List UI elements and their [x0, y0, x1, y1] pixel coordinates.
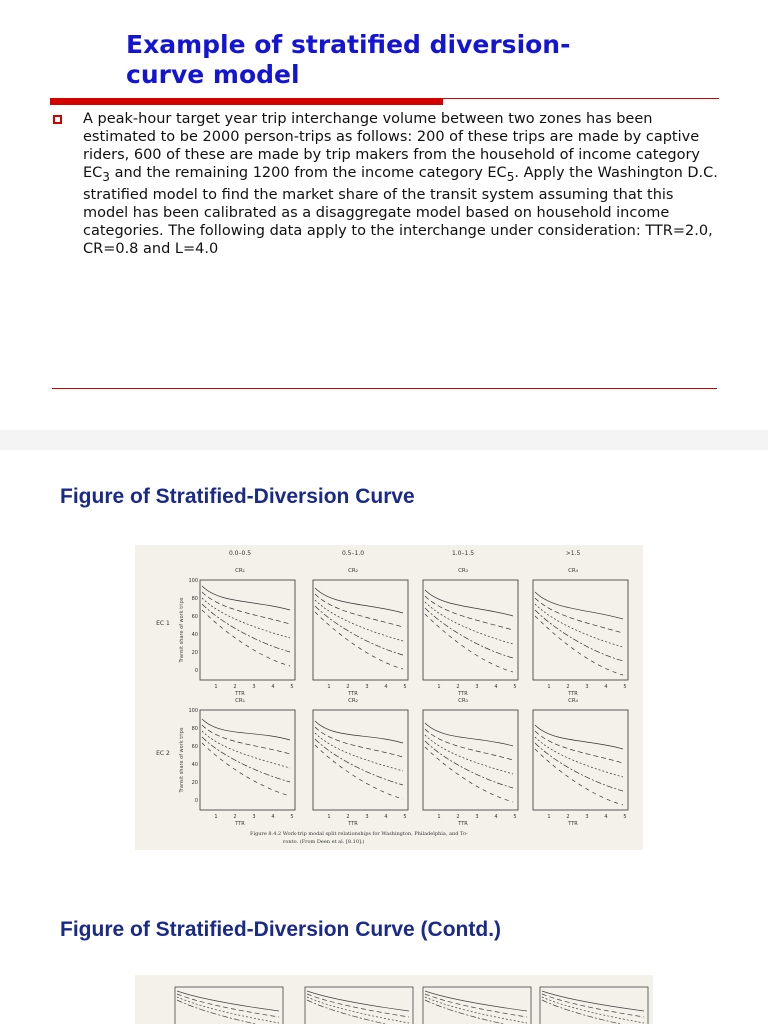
diversion-curve — [202, 731, 290, 768]
x-tick-label: 4 — [494, 684, 498, 690]
x-tick-label: 1 — [437, 814, 441, 820]
x-tick-label: 5 — [623, 814, 627, 820]
diversion-curve — [425, 991, 527, 1011]
x-tick-label: 3 — [585, 814, 589, 820]
figure-1-heading: Figure of Stratified-Diversion Curve — [60, 485, 415, 508]
x-tick-label: 2 — [346, 814, 350, 820]
x-tick-label: 1 — [327, 814, 331, 820]
y-tick-label: 100 — [188, 578, 198, 584]
diversion-curve — [315, 745, 403, 799]
x-tick-label: 5 — [290, 684, 294, 690]
x-tick-label: 3 — [252, 814, 256, 820]
y-tick-label: 0 — [194, 798, 198, 804]
diversion-curve — [425, 729, 513, 760]
panel-frame — [423, 710, 518, 810]
cr-range-label: 0.0–0.5 — [228, 550, 252, 557]
x-tick-label: 2 — [346, 684, 350, 690]
diversion-curve — [202, 610, 290, 666]
y-tick-label: 80 — [191, 596, 198, 602]
y-axis-label: Transit share of work trips — [179, 727, 185, 793]
cr-range-label: 1.0–1.5 — [451, 550, 475, 557]
slide-bottom-rule — [52, 388, 717, 389]
cr-panel-label: CR₃ — [458, 568, 468, 574]
x-tick-label: 2 — [233, 684, 237, 690]
x-axis-label: TTR — [235, 821, 245, 827]
cr-panel-label: CR₄ — [568, 698, 578, 704]
cr-range-label: 0.5–1.0 — [341, 550, 365, 557]
x-tick-label: 2 — [566, 684, 570, 690]
diversion-curve — [202, 592, 290, 624]
y-tick-label: 0 — [194, 668, 198, 674]
diversion-curve — [307, 997, 409, 1023]
diversion-curve — [177, 994, 279, 1017]
diversion-curve — [535, 604, 623, 647]
panel-frame — [423, 987, 531, 1024]
income-category-label: EC 2 — [156, 750, 170, 757]
x-tick-label: 5 — [403, 814, 407, 820]
diversion-curve — [535, 749, 623, 805]
cr-panel-label: CR₄ — [568, 568, 578, 574]
x-tick-label: 1 — [547, 684, 551, 690]
y-tick-label: 20 — [191, 650, 198, 656]
diversion-curve — [425, 602, 513, 644]
diversion-curve — [177, 991, 279, 1011]
figure-2-heading: Figure of Stratified-Diversion Curve (Contd.) — [60, 918, 502, 941]
panel-frame — [533, 580, 628, 680]
x-tick-label: 1 — [437, 684, 441, 690]
slide-separator — [0, 430, 768, 450]
cr-panel-label: CR₁ — [235, 698, 245, 704]
panel-frame — [175, 987, 283, 1024]
x-tick-label: 5 — [403, 684, 407, 690]
diversion-curve — [315, 600, 403, 641]
subscript-5: 5 — [506, 169, 515, 184]
slide-title — [126, 30, 686, 90]
y-tick-label: 80 — [191, 726, 198, 732]
diversion-curve — [315, 612, 403, 669]
title-line-1: Example of stratified diversion- — [126, 30, 571, 59]
x-tick-label: 4 — [494, 814, 498, 820]
panel-frame — [313, 710, 408, 810]
x-axis-label: TTR — [568, 691, 578, 697]
diversion-curve — [425, 994, 527, 1017]
figure-2-image — [135, 975, 653, 1024]
diversion-curve — [315, 733, 403, 771]
diversion-curve — [315, 727, 403, 757]
y-tick-label: 100 — [188, 708, 198, 714]
x-axis-label: TTR — [235, 691, 245, 697]
diversion-curve — [542, 994, 644, 1017]
x-tick-label: 1 — [327, 684, 331, 690]
x-tick-label: 2 — [566, 814, 570, 820]
diversion-curve — [425, 735, 513, 774]
diversion-curve — [535, 731, 623, 763]
y-tick-label: 60 — [191, 614, 198, 620]
panel-frame — [540, 987, 648, 1024]
x-tick-label: 4 — [384, 814, 388, 820]
diversion-curve — [202, 719, 290, 740]
y-tick-label: 40 — [191, 762, 198, 768]
x-tick-label: 1 — [214, 684, 218, 690]
title-underline-thick — [50, 98, 443, 105]
x-axis-label: TTR — [568, 821, 578, 827]
x-tick-label: 5 — [623, 684, 627, 690]
x-tick-label: 3 — [585, 684, 589, 690]
diversion-curve — [307, 991, 409, 1011]
x-tick-label: 4 — [384, 684, 388, 690]
diversion-curve — [202, 598, 290, 638]
figure-caption-line-2: ronto. (From Deen et al. [8.10].) — [283, 839, 365, 845]
diversion-curve — [425, 614, 513, 672]
x-tick-label: 4 — [604, 814, 608, 820]
diversion-curve — [425, 997, 527, 1023]
x-tick-label: 5 — [290, 814, 294, 820]
diversion-curve — [535, 616, 623, 675]
diversion-curve — [542, 997, 644, 1023]
problem-statement — [83, 110, 723, 258]
panel-frame — [200, 710, 295, 810]
cr-panel-label: CR₃ — [458, 698, 468, 704]
panel-frame — [423, 580, 518, 680]
x-tick-label: 3 — [252, 684, 256, 690]
diversion-curve — [202, 725, 290, 754]
x-tick-label: 2 — [456, 814, 460, 820]
slide-1 — [0, 0, 768, 430]
x-tick-label: 2 — [233, 814, 237, 820]
figure-1-image — [135, 545, 643, 850]
diversion-curve — [535, 737, 623, 777]
y-tick-label: 40 — [191, 632, 198, 638]
x-tick-label: 4 — [271, 684, 275, 690]
figure-caption-line-1: Figure 8.4.2 Work-trip modal split relationships for Washington, Philadelphia, and To- — [250, 831, 468, 837]
subscript-3: 3 — [102, 169, 110, 184]
diversion-curve — [542, 991, 644, 1011]
problem-text-part-3: . Apply the Washington D.C. stratified model to find the market share of the transit system assuming that this model has been calibrated as a disaggregate model based on household income categories. The following data apply to the interchange under consideration: TTR=2.0, CR=0.8 and L=4.0 — [83, 165, 718, 257]
x-tick-label: 5 — [513, 814, 517, 820]
diversion-curve — [425, 590, 513, 616]
panel-frame — [305, 987, 413, 1024]
x-tick-label: 3 — [365, 684, 369, 690]
x-axis-label: TTR — [348, 821, 358, 827]
x-tick-label: 3 — [365, 814, 369, 820]
diversion-curve — [177, 997, 279, 1023]
bullet-square-icon — [53, 115, 62, 124]
income-category-label: EC 1 — [156, 620, 170, 627]
panel-frame — [313, 580, 408, 680]
y-tick-label: 60 — [191, 744, 198, 750]
cr-panel-label: CR₁ — [235, 568, 245, 574]
problem-text-part-2: and the remaining 1200 from the income category EC — [109, 165, 507, 181]
diversion-curve — [202, 586, 290, 610]
y-axis-label: Transit share of work trips — [179, 597, 185, 663]
x-axis-label: TTR — [458, 821, 468, 827]
x-tick-label: 5 — [513, 684, 517, 690]
x-axis-label: TTR — [348, 691, 358, 697]
panel-frame — [200, 580, 295, 680]
title-line-2: curve model — [126, 60, 300, 89]
x-tick-label: 3 — [475, 684, 479, 690]
x-tick-label: 1 — [547, 814, 551, 820]
title-underline-thin — [443, 98, 719, 99]
x-tick-label: 2 — [456, 684, 460, 690]
problem-text-part-1: A peak-hour target year trip interchange volume between two zones has been estimated to be 2000 person-trips as follows: 200 of these trips are made by captive riders, 600 of these are made by trip makers from the household of income category EC — [83, 111, 700, 181]
x-tick-label: 4 — [604, 684, 608, 690]
diversion-curve-figure — [135, 545, 643, 850]
x-axis-label: TTR — [458, 691, 468, 697]
diversion-curve — [425, 741, 513, 788]
diversion-curve — [307, 994, 409, 1017]
cr-range-label: >1.5 — [565, 550, 581, 557]
x-tick-label: 1 — [214, 814, 218, 820]
diversion-curve — [535, 725, 623, 749]
diversion-curve — [425, 747, 513, 802]
diversion-curve — [425, 723, 513, 746]
diversion-curve — [315, 721, 403, 743]
diversion-curve-figure-contd — [135, 975, 653, 1024]
diversion-curve — [315, 739, 403, 785]
cr-panel-label: CR₂ — [348, 698, 358, 704]
cr-panel-label: CR₂ — [348, 568, 358, 574]
x-tick-label: 3 — [475, 814, 479, 820]
x-tick-label: 4 — [271, 814, 275, 820]
diversion-curve — [315, 588, 403, 613]
y-tick-label: 20 — [191, 780, 198, 786]
